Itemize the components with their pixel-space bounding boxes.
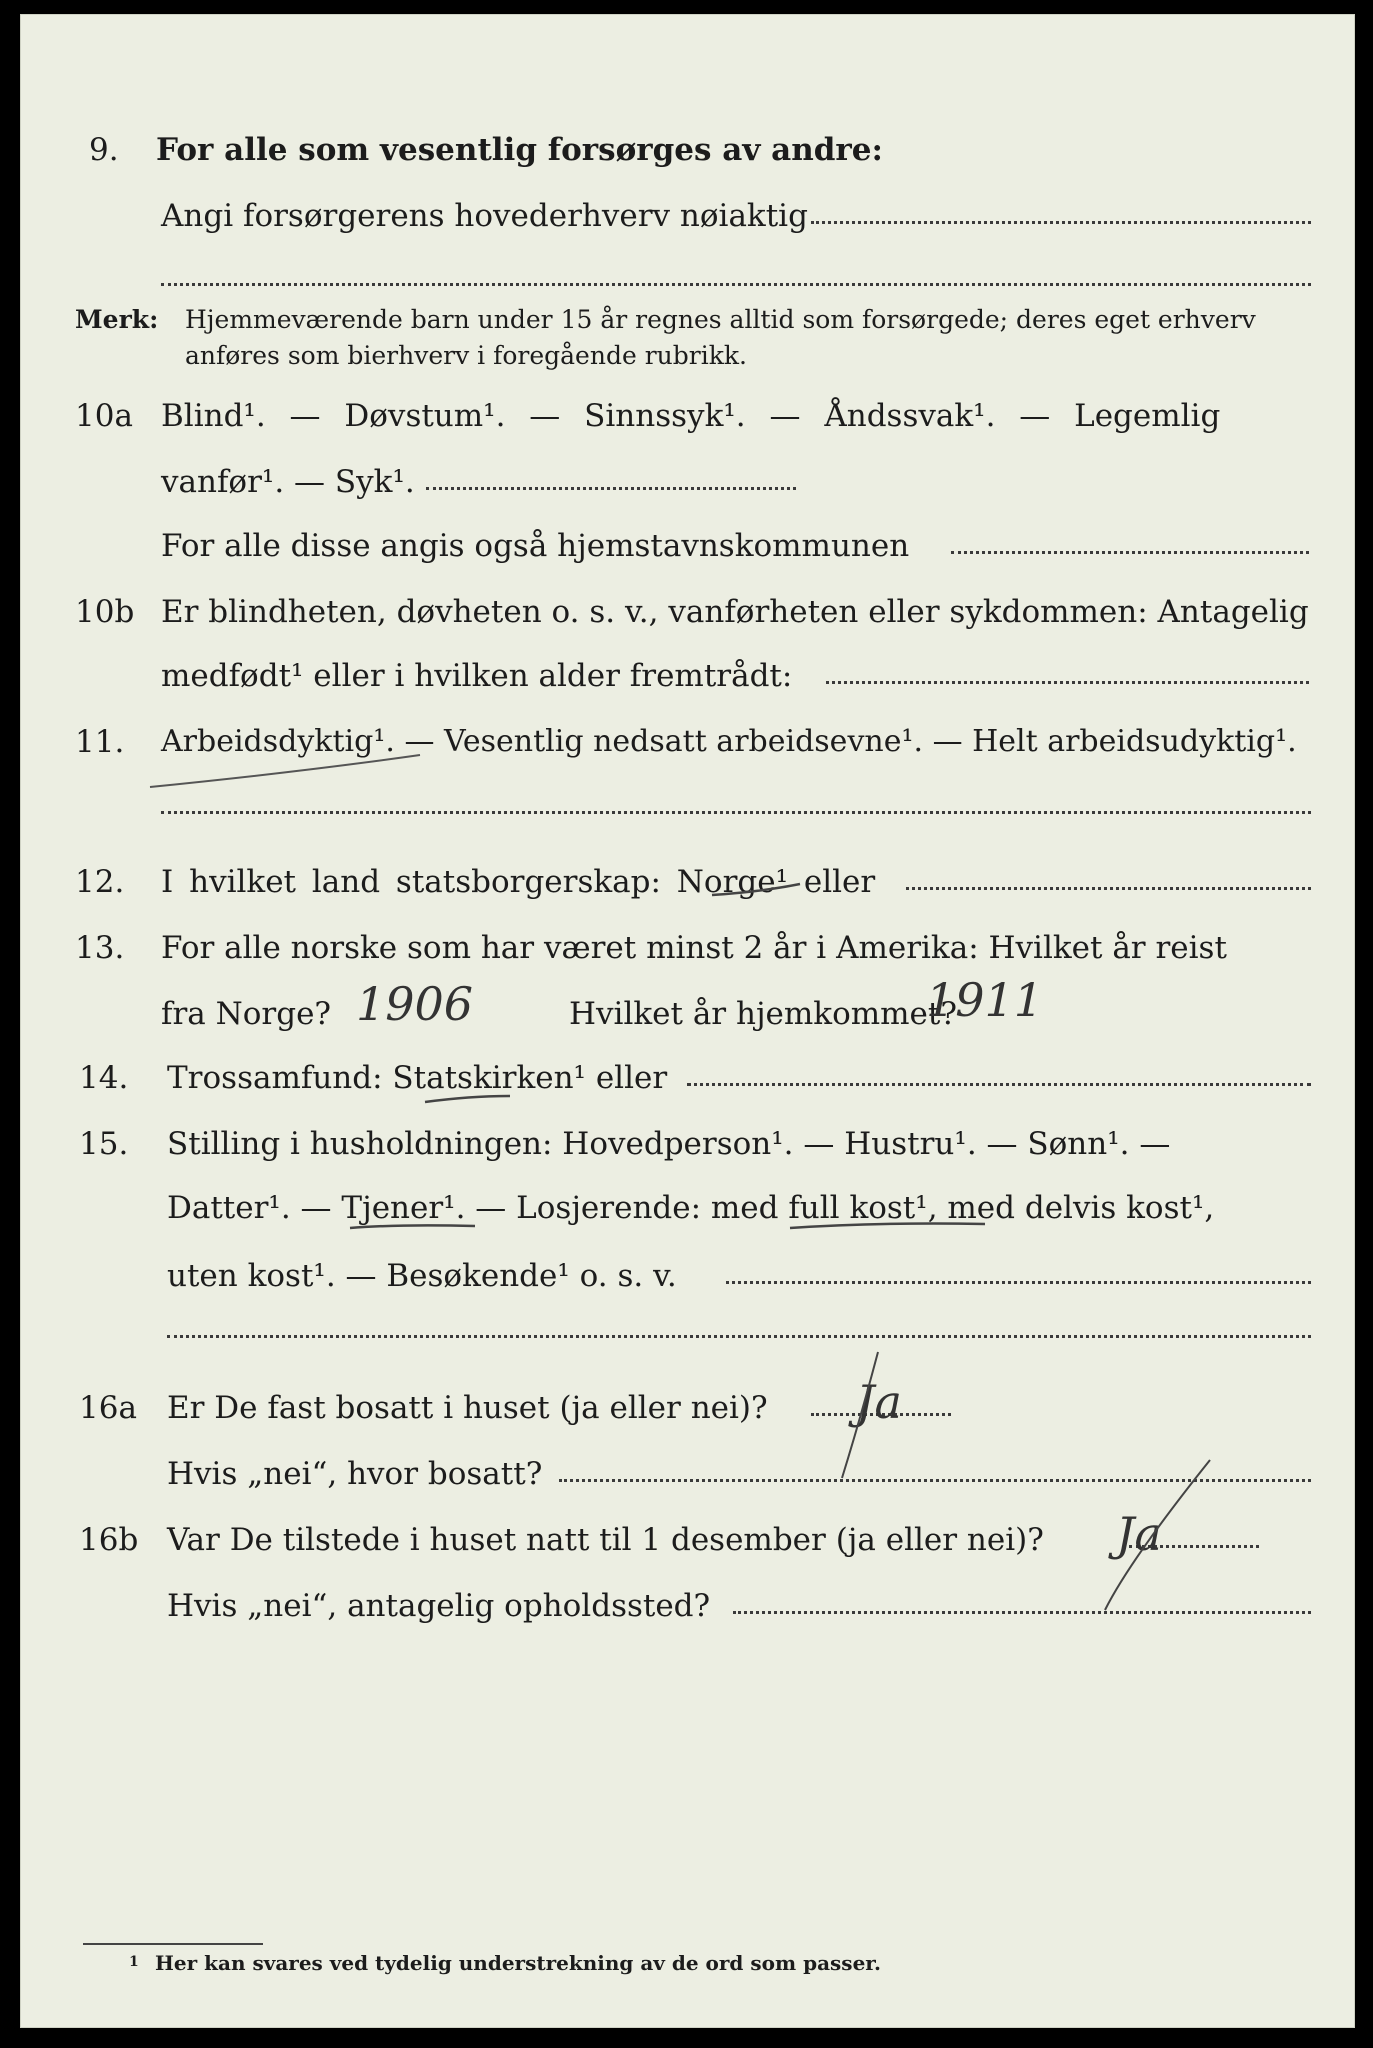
q15-line-3: uten kost¹. — Besøkende¹ o. s. v. (167, 1258, 677, 1294)
q12-line-1: I hvilket land statsborgerskap: Norge¹ eller (161, 864, 876, 900)
q9-prompt: Angi forsørgerens hovederhverv nøiaktig (161, 198, 808, 234)
q14-line-1: Trossamfund: Statskirken¹ eller (167, 1060, 668, 1096)
q16b-line-2: Hvis „nei“, antagelig opholdssted? (167, 1588, 711, 1624)
q10a-line-1: Blind¹. — Døvstum¹. — Sinnssyk¹. — Åndssvak¹. — Legemlig (161, 398, 1221, 434)
footnote-rule (83, 1943, 263, 1945)
q10a-hjemstavn-line[interactable] (951, 551, 1309, 554)
q10b-answer-line[interactable] (826, 681, 1309, 684)
q13-number: 13. (75, 930, 125, 966)
q10b-line-1: Er blindheten, døvheten o. s. v., vanførheten eller sykdommen: Antagelig (161, 594, 1309, 630)
q9-number: 9. (89, 132, 119, 168)
q14-number: 14. (79, 1060, 129, 1096)
q13-line-1: For alle norske som har været minst 2 år i Amerika: Hvilket år reist (161, 930, 1227, 966)
merk-line-2: anføres som bierhverv i foregående rubrikk. (185, 341, 747, 370)
q13-line-2-hjem: Hvilket år hjemkommet? (569, 996, 957, 1032)
q11-answer-line[interactable] (161, 811, 1311, 814)
merk-line-1: Hjemmeværende barn under 15 år regnes alltid som forsørgede; deres eget erhverv (185, 305, 1256, 334)
q16a-answer[interactable]: Ja (856, 1375, 902, 1429)
q10b-line-2: medfødt¹ eller i hvilken alder fremtrådt: (161, 658, 793, 694)
q10a-line-3: For alle disse angis også hjemstavnskommunen (161, 528, 910, 564)
q13-line-2-prompt: fra Norge? (161, 996, 332, 1032)
q16a-bosatt-line[interactable] (559, 1479, 1311, 1482)
q15-answer-line[interactable] (726, 1281, 1311, 1284)
q11-line-1: Arbeidsdyktig¹. — Vesentlig nedsatt arbeidsevne¹. — Helt arbeidsudyktig¹. (161, 724, 1297, 759)
q12-answer-line[interactable] (906, 887, 1311, 890)
q11-number: 11. (75, 724, 125, 760)
footnote-text: Her kan svares ved tydelig understrekning av de ord som passer. (155, 1951, 881, 1975)
q16a-number: 16a (79, 1390, 137, 1426)
q9-answer-line[interactable] (811, 221, 1311, 224)
q16a-line-1: Er De fast bosatt i huset (ja eller nei)? (167, 1390, 768, 1426)
q13-answer-hjem[interactable]: 1911 (926, 973, 1044, 1027)
q10a-line-2: vanfør¹. — Syk¹. (161, 464, 415, 500)
q9-answer-line-2[interactable] (161, 283, 1311, 286)
q9-heading: For alle som vesentlig forsørges av andre: (156, 132, 883, 168)
q16b-line-1: Var De tilstede i huset natt til 1 desember (ja eller nei)? (167, 1522, 1044, 1558)
q16b-answer[interactable]: Ja (1116, 1507, 1162, 1561)
q15-line-1: Stilling i husholdningen: Hovedperson¹. — Hustru¹. — Sønn¹. — (167, 1126, 1171, 1162)
q10a-number: 10a (75, 398, 133, 434)
q12-number: 12. (75, 864, 125, 900)
q15-answer-line-2[interactable] (167, 1335, 1311, 1338)
footnote-mark: 1 (129, 1954, 139, 1970)
q16a-line-2: Hvis „nei“, hvor bosatt? (167, 1456, 543, 1492)
q15-number: 15. (79, 1126, 129, 1162)
merk-label: Merk: (75, 305, 159, 334)
q14-answer-line[interactable] (687, 1083, 1311, 1086)
q10b-number: 10b (75, 594, 135, 630)
q10a-answer-line[interactable] (426, 487, 796, 490)
form-page (20, 14, 1355, 2028)
q13-answer-reist[interactable]: 1906 (356, 977, 474, 1031)
q16b-number: 16b (79, 1522, 139, 1558)
q16b-opholdssted-line[interactable] (733, 1611, 1311, 1614)
q15-line-2: Datter¹. — Tjener¹. — Losjerende: med full kost¹, med delvis kost¹, (167, 1190, 1215, 1226)
